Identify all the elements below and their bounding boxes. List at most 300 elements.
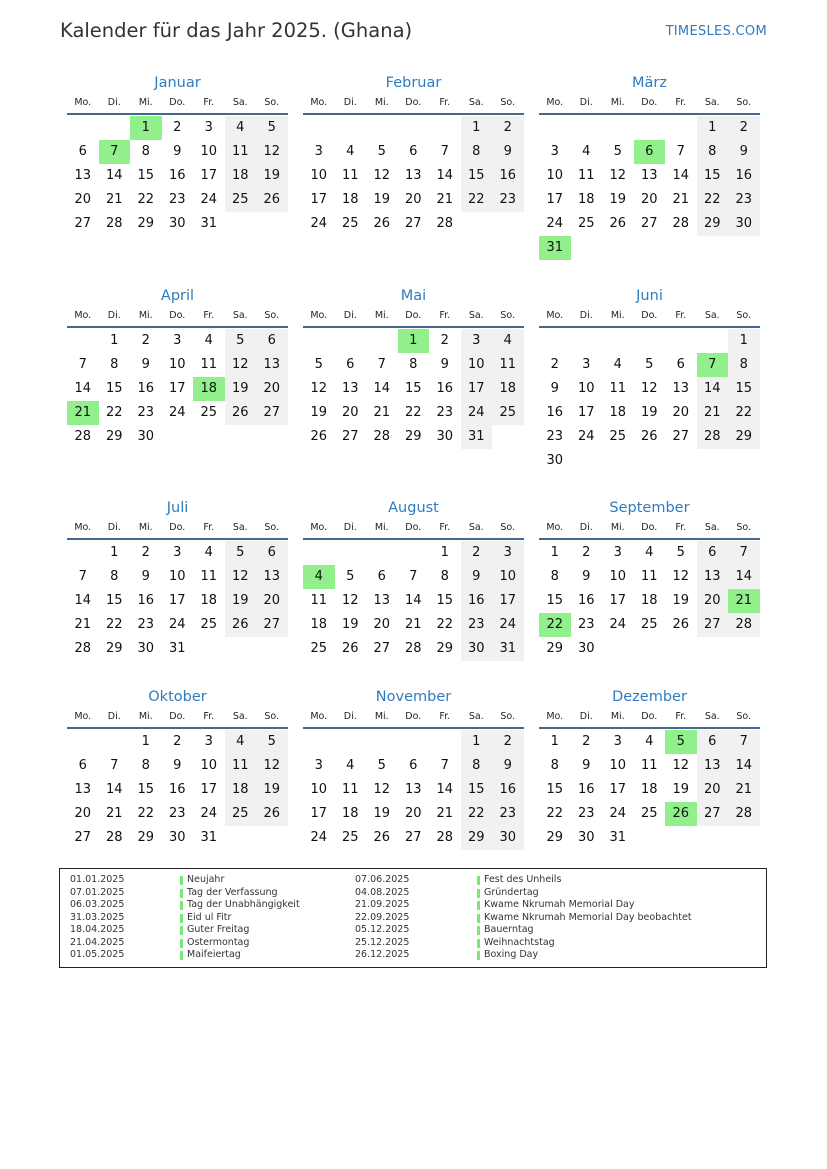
holiday-name: Neujahr	[180, 874, 300, 887]
month-8	[303, 498, 524, 661]
day-cell: 27	[373, 641, 391, 656]
days-grid	[303, 329, 524, 449]
day-cell: 30	[492, 826, 524, 850]
day-cell: 3	[550, 144, 559, 159]
day-cell: 18	[225, 778, 257, 802]
day-cell: 8	[697, 140, 729, 164]
month-name: Dezember	[612, 689, 687, 705]
day-cell: 2	[582, 545, 591, 560]
weekday-header	[539, 710, 760, 729]
day-cell: 19	[640, 405, 658, 420]
day-cell: 3	[613, 734, 622, 749]
day-cell: 30	[577, 641, 595, 656]
day-cell: 31	[461, 425, 493, 449]
day-cell: 12	[225, 565, 257, 589]
day-cell: 6	[697, 730, 729, 754]
weekday-label: Mi.	[610, 711, 625, 722]
day-cell: 10	[546, 168, 564, 183]
day-cell: 19	[256, 778, 288, 802]
legend-dates-left	[70, 874, 124, 962]
month-name: August	[388, 500, 439, 516]
day-cell: 29	[546, 830, 564, 845]
holiday-name: Maifeiertag	[180, 949, 300, 962]
weekday-label: Do.	[641, 310, 658, 321]
day-cell: 2	[550, 357, 559, 372]
day-cell: 30	[461, 637, 493, 661]
weekday-label: So.	[264, 522, 280, 533]
day-cell: 2	[141, 333, 150, 348]
day-cell: 2	[173, 120, 182, 135]
holiday-date: 07.06.2025	[355, 874, 410, 885]
day-cell: 16	[492, 164, 524, 188]
weekday-label: Fr.	[675, 310, 687, 321]
day-cell: 6	[409, 758, 418, 773]
day-cell: 12	[672, 569, 690, 584]
weekday-label: Di.	[579, 522, 593, 533]
day-cell: 16	[168, 782, 186, 797]
day-cell: 20	[256, 377, 288, 401]
day-cell: 26	[256, 188, 288, 212]
weekday-label: Do.	[405, 522, 422, 533]
day-cell: 26	[373, 830, 391, 845]
days-grid	[67, 329, 288, 449]
day-cell: 18	[341, 806, 359, 821]
day-cell: 10	[461, 353, 493, 377]
empty-cell	[366, 730, 398, 754]
day-cell: 25	[640, 617, 658, 632]
day-cell: 10	[200, 144, 218, 159]
day-cell: 15	[137, 782, 155, 797]
day-cell: 25	[577, 216, 595, 231]
day-cell: 10	[168, 569, 186, 584]
day-cell: 6	[78, 758, 87, 773]
day-cell: 8	[110, 357, 119, 372]
month-name: Oktober	[148, 689, 207, 705]
day-cell: 19	[225, 377, 257, 401]
day-cell: 9	[582, 758, 591, 773]
day-cell: 8	[461, 140, 493, 164]
weekday-label: So.	[264, 711, 280, 722]
holiday-date: 21.09.2025	[355, 899, 410, 910]
day-cell: 9	[492, 140, 524, 164]
day-cell: 10	[310, 782, 328, 797]
day-cell: 28	[373, 429, 391, 444]
day-cell: 25	[225, 802, 257, 826]
day-cell: 27	[404, 216, 422, 231]
legend-names-right	[477, 874, 692, 962]
day-cell: 28	[105, 216, 123, 231]
day-cell: 10	[492, 565, 524, 589]
weekday-label: So.	[500, 522, 516, 533]
weekday-label: Mi.	[610, 310, 625, 321]
day-cell: 11	[492, 353, 524, 377]
empty-cell	[99, 730, 131, 754]
holiday-date: 25.12.2025	[355, 936, 410, 948]
day-cell: 13	[256, 353, 288, 377]
day-cell: 25	[200, 617, 218, 632]
day-cell: 18	[310, 617, 328, 632]
day-cell: 23	[137, 405, 155, 420]
day-cell: 3	[314, 758, 323, 773]
day-cell: 5	[377, 144, 386, 159]
weekday-label: Fr.	[439, 522, 451, 533]
day-cell: 30	[168, 216, 186, 231]
day-cell: 17	[546, 192, 564, 207]
day-cell: 2	[440, 333, 449, 348]
brand-logo-text[interactable]: TIMESLES.COM	[665, 24, 767, 39]
weekday-label: Do.	[641, 522, 658, 533]
day-cell: 2	[173, 734, 182, 749]
legend-names-left	[180, 874, 300, 962]
holiday-name: Tag der Unabhängigkeit	[180, 899, 300, 912]
day-cell: 6	[697, 541, 729, 565]
month-12	[539, 687, 760, 850]
weekday-label: Di.	[107, 711, 121, 722]
holiday-name: Fest des Unheils	[477, 874, 692, 887]
day-cell: 23	[577, 806, 595, 821]
day-cell: 23	[461, 613, 493, 637]
day-cell: 5	[346, 569, 355, 584]
empty-cell	[67, 730, 99, 754]
weekday-label: Mi.	[610, 522, 625, 533]
day-cell: 30	[137, 641, 155, 656]
month-name: September	[609, 500, 690, 516]
day-cell: 7	[110, 758, 119, 773]
day-cell: 13	[404, 168, 422, 183]
days-grid	[67, 730, 288, 850]
weekday-label: So.	[500, 97, 516, 108]
day-cell: 27	[74, 830, 92, 845]
day-cell: 12	[640, 381, 658, 396]
day-cell: 13	[697, 754, 729, 778]
day-cell: 1	[440, 545, 449, 560]
weekday-label: Do.	[641, 97, 658, 108]
month-name: März	[632, 75, 667, 91]
day-cell: 24	[310, 216, 328, 231]
weekday-label: Mo.	[310, 310, 328, 321]
weekday-header	[67, 710, 288, 729]
holiday-date: 01.01.2025	[70, 874, 125, 885]
month-7	[67, 498, 288, 661]
weekday-label: So.	[736, 310, 752, 321]
empty-cell	[398, 116, 430, 140]
day-cell: 23	[492, 188, 524, 212]
day-cell: 14	[105, 782, 123, 797]
holiday-name: Weihnachtstag	[477, 937, 692, 950]
day-cell: 10	[609, 758, 627, 773]
weekday-label: Sa.	[232, 522, 248, 533]
weekday-header	[303, 710, 524, 729]
weekday-label: Sa.	[704, 97, 720, 108]
day-cell: 31	[492, 637, 524, 661]
weekday-label: Sa.	[704, 711, 720, 722]
weekday-label: Do.	[405, 711, 422, 722]
day-cell: 4	[225, 116, 257, 140]
day-cell: 4	[582, 144, 591, 159]
empty-cell	[398, 730, 430, 754]
day-cell: 15	[105, 381, 123, 396]
month-4	[67, 286, 288, 449]
empty-cell	[571, 329, 603, 353]
day-cell: 28	[105, 830, 123, 845]
day-cell: 14	[436, 168, 454, 183]
day-cell: 24	[200, 806, 218, 821]
day-cell: 1	[110, 545, 119, 560]
day-cell: 12	[373, 168, 391, 183]
weekday-header	[303, 521, 524, 540]
weekday-label: Do.	[169, 310, 186, 321]
weekday-header	[539, 96, 760, 115]
weekday-label: So.	[500, 711, 516, 722]
day-cell: 19	[672, 593, 690, 608]
weekday-header	[303, 96, 524, 115]
day-cell: 4	[204, 333, 213, 348]
holiday-date: 05.12.2025	[355, 924, 410, 935]
day-cell: 22	[404, 405, 422, 420]
empty-cell	[634, 116, 666, 140]
weekday-label: Mi.	[374, 711, 389, 722]
weekday-label: Di.	[579, 711, 593, 722]
day-cell: 13	[373, 593, 391, 608]
holiday-day-cell: 18	[193, 377, 225, 401]
day-cell: 11	[225, 754, 257, 778]
days-grid	[67, 541, 288, 661]
day-cell: 26	[256, 802, 288, 826]
day-cell: 4	[346, 144, 355, 159]
day-cell: 9	[173, 758, 182, 773]
day-cell: 20	[697, 778, 729, 802]
day-cell: 6	[346, 357, 355, 372]
day-cell: 24	[492, 613, 524, 637]
day-cell: 12	[310, 381, 328, 396]
empty-cell	[539, 329, 571, 353]
empty-cell	[665, 116, 697, 140]
day-cell: 14	[74, 381, 92, 396]
weekday-label: Mi.	[138, 522, 153, 533]
holiday-day-cell: 1	[130, 116, 162, 140]
empty-cell	[398, 541, 430, 565]
day-cell: 11	[577, 168, 595, 183]
day-cell: 5	[314, 357, 323, 372]
day-cell: 8	[550, 758, 559, 773]
day-cell: 14	[728, 754, 760, 778]
day-cell: 16	[546, 405, 564, 420]
day-cell: 17	[609, 782, 627, 797]
holiday-name: Ostermontag	[180, 937, 300, 950]
day-cell: 9	[728, 140, 760, 164]
day-cell: 28	[436, 216, 454, 231]
day-cell: 26	[609, 216, 627, 231]
holiday-name: Kwame Nkrumah Memorial Day beobachtet	[477, 912, 692, 925]
holiday-date: 04.08.2025	[355, 886, 410, 898]
day-cell: 21	[74, 617, 92, 632]
day-cell: 21	[436, 806, 454, 821]
weekday-label: Fr.	[203, 711, 215, 722]
day-cell: 11	[609, 381, 627, 396]
day-cell: 20	[74, 192, 92, 207]
empty-cell	[67, 541, 99, 565]
empty-cell	[602, 329, 634, 353]
day-cell: 19	[672, 782, 690, 797]
day-cell: 8	[409, 357, 418, 372]
day-cell: 17	[310, 806, 328, 821]
day-cell: 24	[461, 401, 493, 425]
day-cell: 1	[461, 730, 493, 754]
empty-cell	[303, 329, 335, 353]
day-cell: 15	[546, 593, 564, 608]
empty-cell	[67, 116, 99, 140]
day-cell: 24	[168, 617, 186, 632]
weekday-label: Di.	[579, 97, 593, 108]
weekday-label: Mi.	[610, 97, 625, 108]
day-cell: 11	[310, 593, 328, 608]
day-cell: 16	[461, 589, 493, 613]
day-cell: 10	[609, 569, 627, 584]
day-cell: 1	[550, 734, 559, 749]
day-cell: 1	[141, 734, 150, 749]
day-cell: 11	[200, 569, 218, 584]
day-cell: 5	[256, 116, 288, 140]
empty-cell	[99, 116, 131, 140]
legend-dates-right	[355, 874, 409, 962]
day-cell: 29	[105, 429, 123, 444]
weekday-label: Mo.	[310, 97, 328, 108]
day-cell: 28	[436, 830, 454, 845]
day-cell: 18	[640, 593, 658, 608]
day-cell: 1	[110, 333, 119, 348]
holiday-name: Guter Freitag	[180, 924, 300, 937]
day-cell: 27	[74, 216, 92, 231]
day-cell: 27	[697, 802, 729, 826]
day-cell: 3	[582, 357, 591, 372]
day-cell: 14	[74, 593, 92, 608]
day-cell: 18	[577, 192, 595, 207]
day-cell: 26	[640, 429, 658, 444]
holiday-name: Tag der Verfassung	[180, 887, 300, 900]
day-cell: 4	[613, 357, 622, 372]
weekday-label: Fr.	[203, 97, 215, 108]
holiday-name: Boxing Day	[477, 949, 692, 962]
day-cell: 16	[168, 168, 186, 183]
day-cell: 13	[672, 381, 690, 396]
day-cell: 12	[256, 140, 288, 164]
day-cell: 12	[341, 593, 359, 608]
month-name: Juni	[636, 288, 663, 304]
day-cell: 24	[577, 429, 595, 444]
day-cell: 20	[373, 617, 391, 632]
day-cell: 14	[728, 565, 760, 589]
holiday-day-cell: 6	[634, 140, 666, 164]
day-cell: 18	[609, 405, 627, 420]
day-cell: 14	[105, 168, 123, 183]
day-cell: 8	[141, 758, 150, 773]
day-cell: 31	[168, 641, 186, 656]
day-cell: 15	[697, 164, 729, 188]
day-cell: 4	[645, 734, 654, 749]
weekday-header	[539, 309, 760, 328]
day-cell: 15	[436, 593, 454, 608]
day-cell: 3	[461, 329, 493, 353]
day-cell: 12	[672, 758, 690, 773]
day-cell: 22	[461, 188, 493, 212]
weekday-label: Mi.	[138, 97, 153, 108]
day-cell: 6	[409, 144, 418, 159]
day-cell: 17	[200, 168, 218, 183]
day-cell: 14	[404, 593, 422, 608]
day-cell: 11	[225, 140, 257, 164]
weekday-header	[67, 521, 288, 540]
day-cell: 9	[173, 144, 182, 159]
day-cell: 2	[461, 541, 493, 565]
day-cell: 6	[256, 541, 288, 565]
day-cell: 27	[672, 429, 690, 444]
weekday-label: Do.	[169, 97, 186, 108]
weekday-label: Fr.	[675, 522, 687, 533]
day-cell: 1	[728, 329, 760, 353]
day-cell: 26	[310, 429, 328, 444]
day-cell: 20	[697, 589, 729, 613]
holiday-day-cell: 26	[665, 802, 697, 826]
empty-cell	[602, 116, 634, 140]
day-cell: 1	[461, 116, 493, 140]
holiday-date: 06.03.2025	[70, 899, 125, 910]
day-cell: 27	[341, 429, 359, 444]
empty-cell	[303, 116, 335, 140]
day-cell: 2	[141, 545, 150, 560]
day-cell: 5	[225, 541, 257, 565]
day-cell: 27	[256, 401, 288, 425]
weekday-label: So.	[736, 97, 752, 108]
empty-cell	[335, 730, 367, 754]
weekday-label: Mo.	[74, 97, 92, 108]
weekday-label: Sa.	[468, 711, 484, 722]
day-cell: 12	[256, 754, 288, 778]
day-cell: 29	[546, 641, 564, 656]
weekday-label: Mi.	[374, 97, 389, 108]
day-cell: 22	[728, 401, 760, 425]
day-cell: 14	[373, 381, 391, 396]
weekday-label: Mo.	[74, 310, 92, 321]
day-cell: 18	[225, 164, 257, 188]
day-cell: 7	[676, 144, 685, 159]
page-title: Kalender für das Jahr 2025. (Ghana)	[60, 19, 413, 42]
day-cell: 3	[173, 333, 182, 348]
day-cell: 11	[200, 357, 218, 372]
day-cell: 2	[492, 116, 524, 140]
day-cell: 8	[461, 754, 493, 778]
day-cell: 2	[582, 734, 591, 749]
month-11	[303, 687, 524, 850]
day-cell: 6	[676, 357, 685, 372]
day-cell: 12	[373, 782, 391, 797]
day-cell: 2	[728, 116, 760, 140]
month-9	[539, 498, 760, 661]
day-cell: 9	[141, 357, 150, 372]
holiday-date: 18.04.2025	[70, 924, 125, 935]
day-cell: 22	[105, 405, 123, 420]
day-cell: 30	[728, 212, 760, 236]
weekday-label: Di.	[343, 310, 357, 321]
day-cell: 8	[550, 569, 559, 584]
day-cell: 21	[105, 806, 123, 821]
day-cell: 7	[409, 569, 418, 584]
weekday-label: Di.	[343, 711, 357, 722]
holiday-day-cell: 22	[539, 613, 571, 637]
day-cell: 10	[200, 758, 218, 773]
day-cell: 16	[137, 381, 155, 396]
weekday-label: Di.	[343, 97, 357, 108]
month-2	[303, 73, 524, 236]
